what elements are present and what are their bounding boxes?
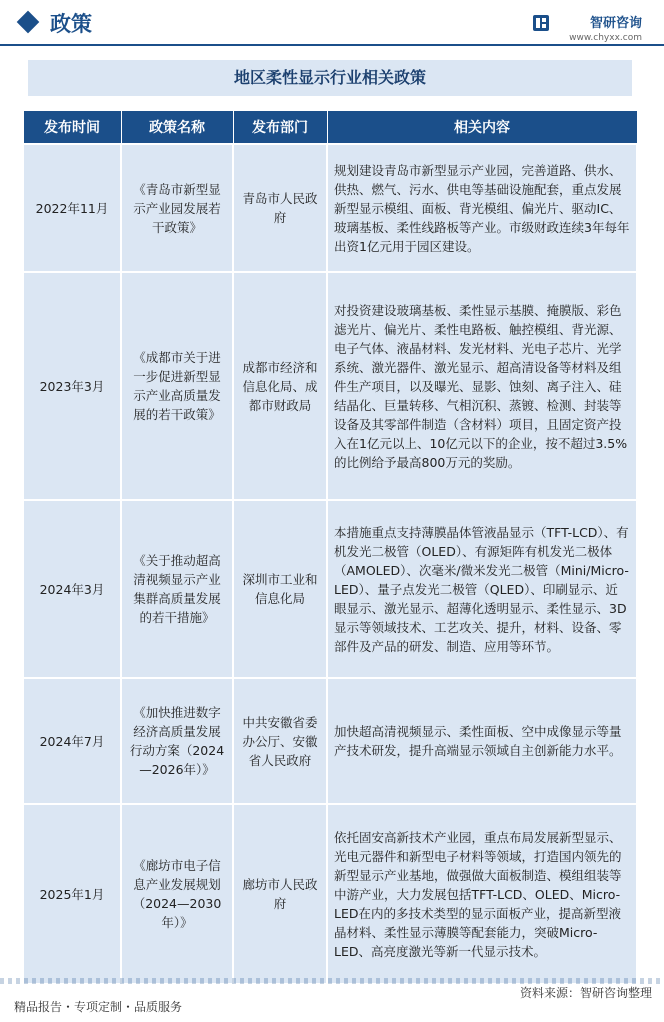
table-row xyxy=(23,144,637,272)
logo-name: 智研咨询 xyxy=(589,16,642,31)
cell-department: 廊坊市人民政府 xyxy=(233,804,327,984)
cell-department: 青岛市人民政府 xyxy=(233,144,327,272)
column-header-name: 政策名称 xyxy=(121,111,233,145)
policy-table xyxy=(22,110,638,985)
cell-content: 加快超高清视频显示、柔性面板、空中成像显示等量产技术研发，提升高端显示领域自主创新能力水平。 xyxy=(327,678,637,804)
cell-department: 成都市经济和信息化局、成都市财政局 xyxy=(233,272,327,500)
cell-content: 本措施重点支持薄膜晶体管液晶显示（TFT-LCD）、有机发光二极管（OLED）、有源矩阵有机发光二极体（AMOLED）、次毫米/微米发光二极管（Mini/Micro-LED）、量子点发光二极管（QLED）、印刷显示、近眼显示、激光显示、超薄化透明显示、柔性显示、3D显示等领域技术、工艺攻关、提升，材料、设备、零部件及产品的研发、制造、应用等环节。 xyxy=(327,500,637,678)
logo-url: www.chyxx.com xyxy=(569,33,642,43)
table-title: 地区柔性显示行业相关政策 xyxy=(28,60,632,96)
cell-date: 2024年7月 xyxy=(23,678,121,804)
brand-logo[interactable] xyxy=(569,12,642,43)
diamond-icon xyxy=(17,11,40,34)
cell-department: 中共安徽省委办公厅、安徽省人民政府 xyxy=(233,678,327,804)
table-header-row xyxy=(23,111,637,145)
source-note: 资料来源：智研咨询整理 xyxy=(519,986,652,1000)
cell-content: 规划建设青岛市新型显示产业园，完善道路、供水、供热、燃气、污水、供电等基础设施配套，重点发展新型显示模组、面板、背光模组、偏光片、驱动IC、玻璃基板、柔性线路板等产业。市级财政连续3年每年出资1亿元用于园区建设。 xyxy=(327,144,637,272)
cell-department: 深圳市工业和信息化局 xyxy=(233,500,327,678)
cell-date: 2024年3月 xyxy=(23,500,121,678)
cell-policy-name: 《青岛市新型显示产业园发展若干政策》 xyxy=(121,144,233,272)
section-title: 政策 xyxy=(50,12,92,36)
header-divider xyxy=(0,44,664,46)
column-header-content: 相关内容 xyxy=(327,111,637,145)
cell-content: 依托固安高新技术产业园，重点布局发展新型显示、光电元器件和新型电子材料等领域，打造国内领先的新型显示产业基地，做强做大面板制造、模组组装等中游产业，大力发展包括TFT-LCD、OLED、Micro-LED在内的多技术类型的显示面板产业，提高新型液晶材料、柔性显示薄膜等配套能力，突破Micro-LED、高亮度激光等新一代显示技术。 xyxy=(327,804,637,984)
cell-policy-name: 《成都市关于进一步促进新型显示产业高质量发展的若干政策》 xyxy=(121,272,233,500)
logo-icon xyxy=(532,14,550,32)
cell-date: 2025年1月 xyxy=(23,804,121,984)
table-row xyxy=(23,500,637,678)
column-header-date: 发布时间 xyxy=(23,111,121,145)
cell-policy-name: 《廊坊市电子信息产业发展规划（2024—2030年）》 xyxy=(121,804,233,984)
column-header-dept: 发布部门 xyxy=(233,111,327,145)
page-header xyxy=(0,0,664,50)
cell-policy-name: 《加快推进数字经济高质量发展行动方案（2024—2026年）》 xyxy=(121,678,233,804)
cell-policy-name: 《关于推动超高清视频显示产业集群高质量发展的若干措施》 xyxy=(121,500,233,678)
cell-date: 2022年11月 xyxy=(23,144,121,272)
cell-date: 2023年3月 xyxy=(23,272,121,500)
cell-content: 对投资建设玻璃基板、柔性显示基膜、掩膜版、彩色滤光片、偏光片、柔性电路板、触控模组、背光源、电子气体、液晶材料、发光材料、光电子芯片、光学系统、激光器件、激光显示、超高清设备等材料及组件生产项目，以及曝光、显影、蚀刻、离子注入、硅结晶化、巨量转移、气相沉积、蒸镀、检测、封装等设备及其零部件制造（含材料）项目，且固定资产投入在1亿元以上、10亿元以下的企业，按不超过3.5%的比例给予最高800万元的奖励。 xyxy=(327,272,637,500)
footer-slogan: 精品报告・专项定制・品质服务 xyxy=(14,1000,183,1014)
table-row xyxy=(23,678,637,804)
table-row xyxy=(23,272,637,500)
table-row xyxy=(23,804,637,984)
